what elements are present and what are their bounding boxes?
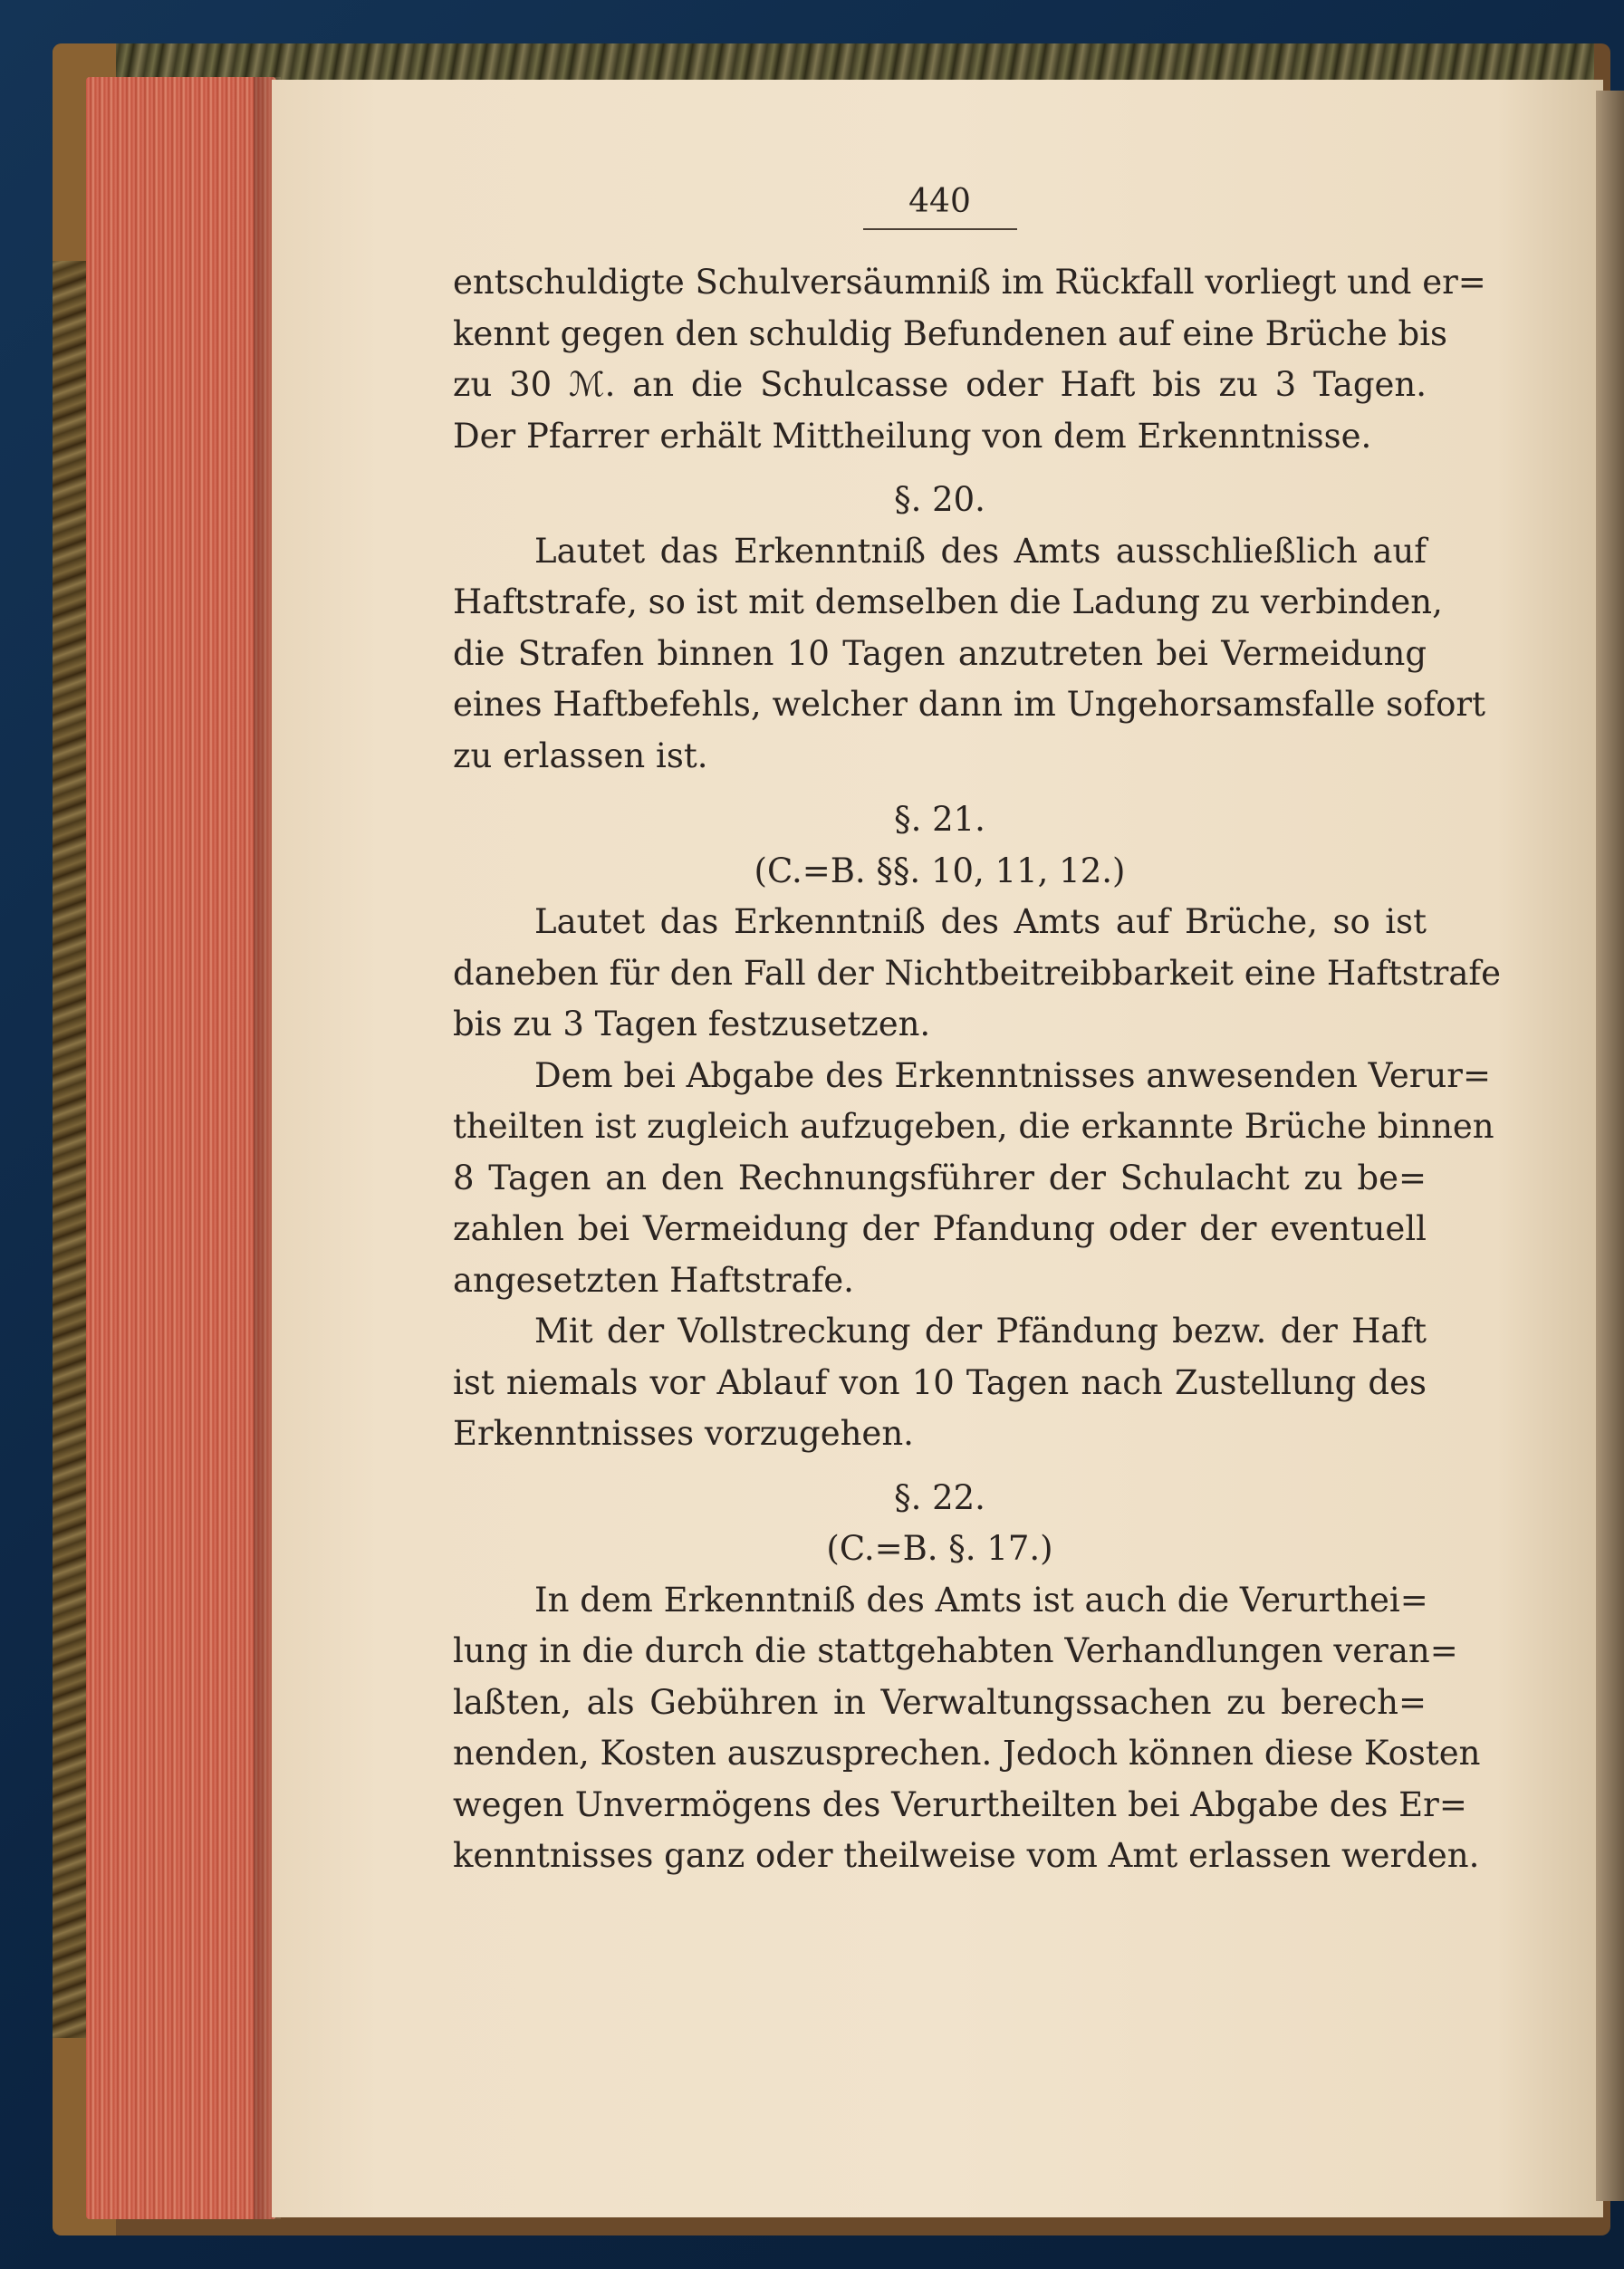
spacer (453, 462, 1427, 475)
paragraph (453, 526, 1485, 783)
text-line: daneben für den Fall der Nichtbeitreibbarkeit eine Haftstrafe (453, 953, 1501, 993)
page-number: 440 (908, 183, 971, 220)
text-line: kenntnisses ganz oder theilweise vom Amt erlassen werden. (453, 1836, 1480, 1875)
text-line: Lautet das Erkenntniß des Amts ausschließlich auf (534, 531, 1427, 571)
paragraph (453, 897, 1501, 1051)
text-line: eines Haftbefehls, welcher dann im Ungehorsamsfalle sofort (453, 685, 1485, 724)
section-heading: (C.=B. §§. 10, 11, 12.) (754, 851, 1126, 890)
text-line: laßten, als Gebühren in Verwaltungssachen zu berech= (453, 1682, 1427, 1722)
text-line: Haftstrafe, so ist mit demselben die Ladung zu verbinden, (453, 582, 1443, 621)
text-line: Mit der Vollstreckung der Pfändung bezw. der Haft (534, 1312, 1427, 1351)
text-line: Der Pfarrer erhält Mittheilung von dem Erkenntnisse. (453, 416, 1372, 456)
text-line: kennt gegen den schuldig Befundenen auf eine Brüche bis (453, 313, 1448, 353)
text-line: lung in die durch die stattgehabten Verhandlungen veran= (453, 1631, 1458, 1670)
text-line: In dem Erkenntniß des Amts ist auch die Verurthei= (534, 1580, 1428, 1620)
spacer (453, 1460, 1427, 1473)
text-line: entschuldigte Schulversäumniß im Rückfall vorliegt und er= (453, 263, 1486, 302)
text-line: zahlen bei Vermeidung der Pfandung oder der eventuell (453, 1209, 1427, 1248)
text-blocks (453, 257, 1501, 1882)
text-line: theilten ist zugleich aufzugeben, die erkannte Brüche binnen (453, 1107, 1494, 1146)
text-line: Lautet das Erkenntniß des Amts auf Brüche, so ist (534, 902, 1427, 941)
text-line: Erkenntnisses vorzugehen. (453, 1414, 914, 1453)
text-line: bis zu 3 Tagen festzusetzen. (453, 1005, 931, 1043)
right-page-edge (1596, 91, 1624, 2201)
section-heading: (C.=B. §. 17.) (826, 1529, 1053, 1568)
page-text (453, 181, 1501, 1882)
text-line: zu 30 ℳ. an die Schulcasse oder Haft bis zu 3 Tagen. (453, 365, 1427, 404)
paragraph (453, 1575, 1481, 1882)
paragraph (453, 1306, 1427, 1460)
text-line: ist niemals vor Ablauf von 10 Tagen nach Zustellung des (453, 1362, 1427, 1402)
top-edge-marbling (91, 43, 1594, 82)
paragraph (453, 257, 1486, 462)
text-line: angesetzten Haftstrafe. (453, 1260, 854, 1300)
text-line: nenden, Kosten auszusprechen. Jedoch können diese Kosten (453, 1734, 1481, 1773)
text-line: die Strafen binnen 10 Tagen anzutreten bei Vermeidung (453, 633, 1427, 673)
section-heading: §. 22. (894, 1477, 985, 1517)
red-page-edges (86, 77, 276, 2219)
page-number-rule (863, 228, 1017, 230)
section-heading: §. 21. (894, 800, 985, 839)
text-line: zu erlassen ist. (453, 736, 708, 775)
text-line: wegen Unvermögens des Verurtheilten bei Abgabe des Er= (453, 1784, 1467, 1824)
paragraph (453, 1051, 1494, 1307)
text-line: Dem bei Abgabe des Erkenntnisses anwesenden Verur= (534, 1055, 1491, 1095)
section-heading: §. 20. (894, 480, 985, 519)
spacer (453, 782, 1427, 794)
text-line: 8 Tagen an den Rechnungsführer der Schulacht zu be= (453, 1158, 1427, 1197)
